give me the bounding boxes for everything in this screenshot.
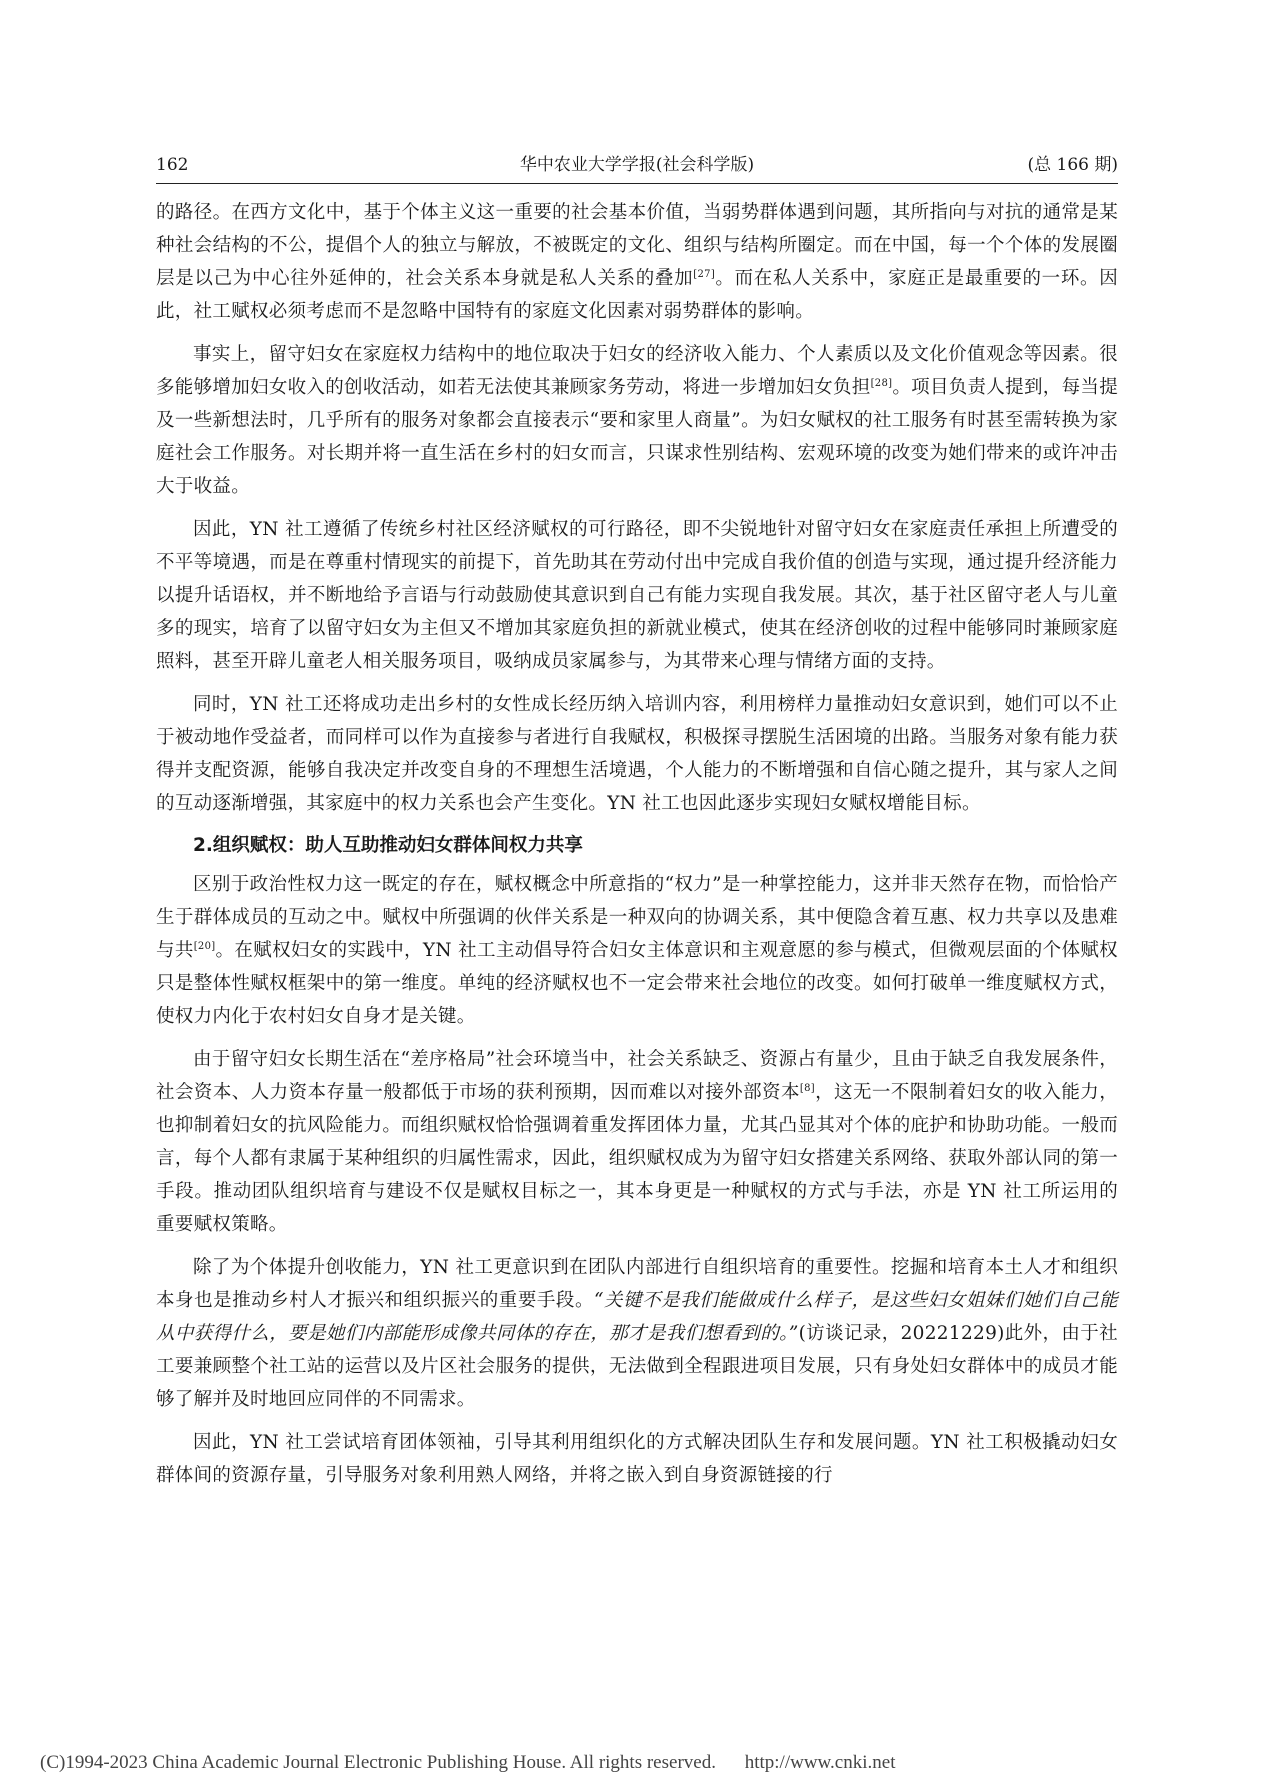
citation-reference: [8] [799, 1083, 815, 1094]
issue-number: (总 166 期) [1027, 155, 1118, 175]
cnki-link[interactable]: http://www.cnki.net [744, 1752, 896, 1773]
article-body [156, 196, 1118, 1502]
header-rule [156, 183, 1118, 184]
body-paragraph [156, 1426, 1118, 1492]
body-paragraph [156, 196, 1118, 328]
body-paragraph [156, 513, 1118, 678]
paragraph-text: (访谈记录，20221229)此外，由于社工要兼顾整个社工站的运营以及片区社会服务的提供，无法做到全程跟进项目发展，只有身处妇女群体中的成员才能够了解并及时地回应同伴的不同需求。 [156, 1323, 1118, 1410]
paragraph-text: 因此，YN 社工遵循了传统乡村社区经济赋权的可行路径，即不尖锐地针对留守妇女在家庭责任承担上所遭受的不平等境遇，而是在尊重村情现实的前提下，首先助其在劳动付出中完成自我价值的创造与实现，通过提升经济能力以提升话语权，并不断地给予言语与行动鼓励使其意识到自己有能力实现自我发展。其次，基于社区留守老人与儿童多的现实，培育了以留守妇女为主但又不增加其家庭负担的新就业模式，使其在经济创收的过程中能够同时兼顾家庭照料，甚至开辟儿童老人相关服务项目，吸纳成员家属参与，为其带来心理与情绪方面的支持。 [156, 519, 1118, 672]
paragraph-text: ，这无一不限制着妇女的收入能力，也抑制着妇女的抗风险能力。而组织赋权恰恰强调着重发挥团体力量，尤其凸显其对个体的庇护和协助功能。一般而言，每个人都有隶属于某种组织的归属性需求，因此，组织赋权成为为留守妇女搭建关系网络、获取外部认同的第一手段。推动团队组织培育与建设不仅是赋权目标之一，其本身更是一种赋权的方式与手法，亦是 YN 社工所运用的重要赋权策略。 [156, 1082, 1118, 1235]
paragraph-text: 。项目负责人提到，每当提及一些新想法时，几乎所有的服务对象都会直接表示“要和家里人商量”。为妇女赋权的社工服务有时甚至需转换为家庭社会工作服务。对长期并将一直生活在乡村的妇女而言，只谋求性别结构、宏观环境的改变为她们带来的或许冲击大于收益。 [156, 377, 1118, 497]
journal-page [156, 0, 1118, 1790]
page-number: 162 [156, 155, 189, 175]
paragraph-text: 。而在私人关系中，家庭正是最重要的一环。因此，社工赋权必须考虑而不是忽略中国特有的家庭文化因素对弱势群体的影响。 [156, 268, 1118, 322]
copyright-notice: (C)1994-2023 China Academic Journal Electronic Publishing House. All rights reserved. [40, 1752, 716, 1773]
paragraph-text: 除了为个体提升创收能力，YN 社工更意识到在团队内部进行自组织培育的重要性。挖掘和培育本土人才和组织本身也是推动乡村人才振兴和组织振兴的重要手段。 [156, 1257, 1118, 1311]
body-paragraph [156, 1043, 1118, 1241]
paragraph-text: 的路径。在西方文化中，基于个体主义这一重要的社会基本价值，当弱势群体遇到问题，其所指向与对抗的通常是某种社会结构的不公，提倡个人的独立与解放，不被既定的文化、组织与结构所圈定。而在中国，每一个个体的发展圈层是以己为中心往外延伸的，社会关系本身就是私人关系的叠加 [156, 202, 1118, 289]
footer [40, 1752, 895, 1774]
paragraph-text: 事实上，留守妇女在家庭权力结构中的地位取决于妇女的经济收入能力、个人素质以及文化价值观念等因素。很多能够增加妇女收入的创收活动，如若无法使其兼顾家务劳动，将进一步增加妇女负担 [156, 344, 1118, 398]
paragraph-text: 由于留守妇女长期生活在“差序格局”社会环境当中，社会关系缺乏、资源占有量少，且由于缺乏自我发展条件，社会资本、人力资本存量一般都低于市场的获利预期，因而难以对接外部资本 [156, 1049, 1118, 1103]
section-heading: 2.组织赋权：助人互助推动妇女群体间权力共享 [193, 835, 583, 856]
journal-title: 华中农业大学学报(社会科学版) [519, 155, 755, 175]
body-paragraph [156, 868, 1118, 1033]
citation-reference: [27] [693, 269, 716, 280]
paragraph-text: 。在赋权妇女的实践中，YN 社工主动倡导符合妇女主体意识和主观意愿的参与模式，但微观层面的个体赋权只是整体性赋权框架中的第一维度。单纯的经济赋权也不一定会带来社会地位的改变。如何打破单一维度赋权方式，使权力内化于农村妇女自身才是关键。 [156, 940, 1118, 1027]
paragraph-text: 因此，YN 社工尝试培育团体领袖，引导其利用组织化的方式解决团队生存和发展问题。YN 社工积极撬动妇女群体间的资源存量，引导服务对象利用熟人网络，并将之嵌入到自身资源链接的行 [156, 1432, 1118, 1486]
paragraph-text: 区别于政治性权力这一既定的存在，赋权概念中所意指的“权力”是一种掌控能力，这并非天然存在物，而恰恰产生于群体成员的互动之中。赋权中所强调的伙伴关系是一种双向的协调关系，其中便隐含着互惠、权力共享以及患难与共 [156, 874, 1118, 961]
body-paragraph [156, 1251, 1118, 1416]
citation-reference: [28] [870, 378, 893, 389]
paragraph-text: 同时，YN 社工还将成功走出乡村的女性成长经历纳入培训内容，利用榜样力量推动妇女意识到，她们可以不止于被动地作受益者，而同样可以作为直接参与者进行自我赋权，积极探寻摆脱生活困境的出路。当服务对象有能力获得并支配资源，能够自我决定并改变自身的不理想生活境遇，个人能力的不断增强和自信心随之提升，其与家人之间的互动逐渐增强，其家庭中的权力关系也会产生变化。YN 社工也因此逐步实现妇女赋权增能目标。 [156, 694, 1118, 814]
citation-reference: [20] [193, 941, 216, 952]
interview-quote: “关键不是我们能做成什么样子，是这些妇女姐妹们她们自己能从中获得什么，要是她们内部能形成像共同体的存在，那才是我们想看到的。” [156, 1290, 1118, 1344]
body-paragraph [156, 688, 1118, 820]
running-header [156, 150, 1118, 180]
body-paragraph [156, 338, 1118, 503]
